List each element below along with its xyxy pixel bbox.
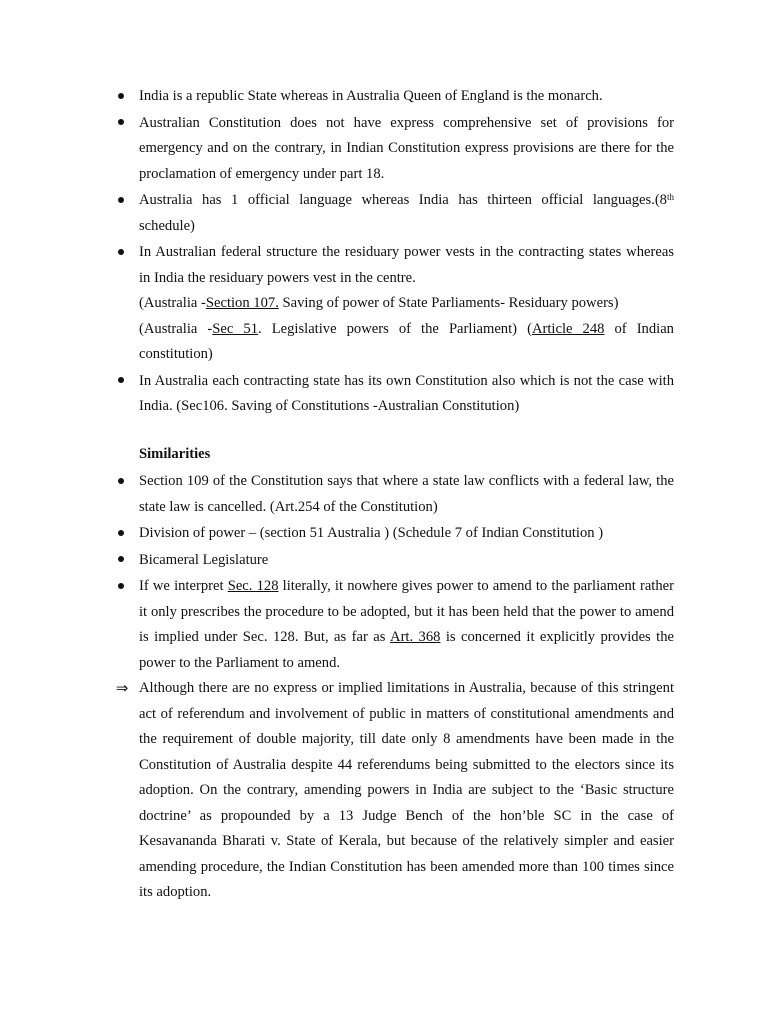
bullet-icon: [114, 84, 128, 110]
sec-128-link[interactable]: Sec. 128: [227, 578, 279, 594]
article-248-link[interactable]: Article 248: [531, 320, 605, 337]
list-item: In Australia each contracting state has its own Constitution also which is not the case with India. (Sec106. Saving of Constitutions -Australian Constitution): [0, 369, 674, 420]
arrow-paragraph: ⇒ Although there are no express or implied limitations in Australia, because of this stringent act of referendum and involvement of public in matters of constitutional amendments and the requirement of double majority, till date only 8 amendments have been made in the Constitution of Australia despite 44 referendums being submitted to the electors since its adoption. On the contrary, amending powers in India are subject to the ‘Basic structure doctrine’ as propounded by a 13 Judge Bench of the hon’ble SC in the case of Kesavananda Bharati v. State of Kerala, but because of the relatively simpler and easier amending procedure, the Indian Constitution has been amended more than 100 times since its adoption.: [0, 676, 674, 906]
list-item: Section 109 of the Constitution says that where a state law conflicts with a federal law, the state law is cancelled. (Art.254 of the Constitution): [0, 469, 674, 520]
list-item: Bicameral Legislature: [0, 548, 674, 574]
bullet-icon: [114, 369, 128, 395]
list-item: If we interpret Sec. 128 literally, it nowhere gives power to amend to the parliament rather it only prescribes the procedure to be adopted, but it has been held that the power to amend is implied under Sec. 128. But, as far as Art. 368 is concerned it explicitly provides the power to the Parliament to amend.: [0, 574, 674, 676]
section-heading: Similarities: [139, 445, 211, 462]
list-item: Australian Constitution does not have express comprehensive set of provisions for emergency and on the contrary, in Indian Constitution express provisions are there for the proclamation of emergency under part 18.: [0, 111, 674, 188]
reference-line: (Australia -Sec 51. Legislative powers of the Parliament) (Article 248 of Indian constitution): [139, 320, 674, 362]
art-368-link[interactable]: Art. 368: [390, 629, 441, 645]
bullet-icon: [114, 469, 128, 495]
list-item: Division of power – (section 51 Australia ) (Schedule 7 of Indian Constitution ): [0, 521, 674, 547]
sec-51-link[interactable]: Sec 51: [212, 320, 259, 337]
bullet-icon: [114, 574, 128, 600]
bullet-icon: [114, 188, 128, 214]
bullet-icon: [114, 240, 128, 266]
bullet-icon: [114, 111, 128, 137]
double-arrow-icon: ⇒: [115, 679, 129, 697]
reference-line: (Australia -Section 107. Saving of power of State Parliaments- Residuary powers): [139, 295, 619, 311]
list-item: In Australian federal structure the residuary power vests in the contracting states whereas in India the residuary powers vest in the centre.: [0, 240, 674, 291]
superscript: th: [666, 192, 674, 202]
bullet-icon: [114, 548, 128, 574]
list-item: Australia has 1 official language whereas India has thirteen official languages.(8th schedule): [0, 188, 674, 239]
list-item: India is a republic State whereas in Australia Queen of England is the monarch.: [0, 84, 674, 110]
bullet-icon: [114, 521, 128, 547]
document-page: [0, 84, 768, 906]
section-107-link[interactable]: Section 107.: [205, 295, 279, 311]
